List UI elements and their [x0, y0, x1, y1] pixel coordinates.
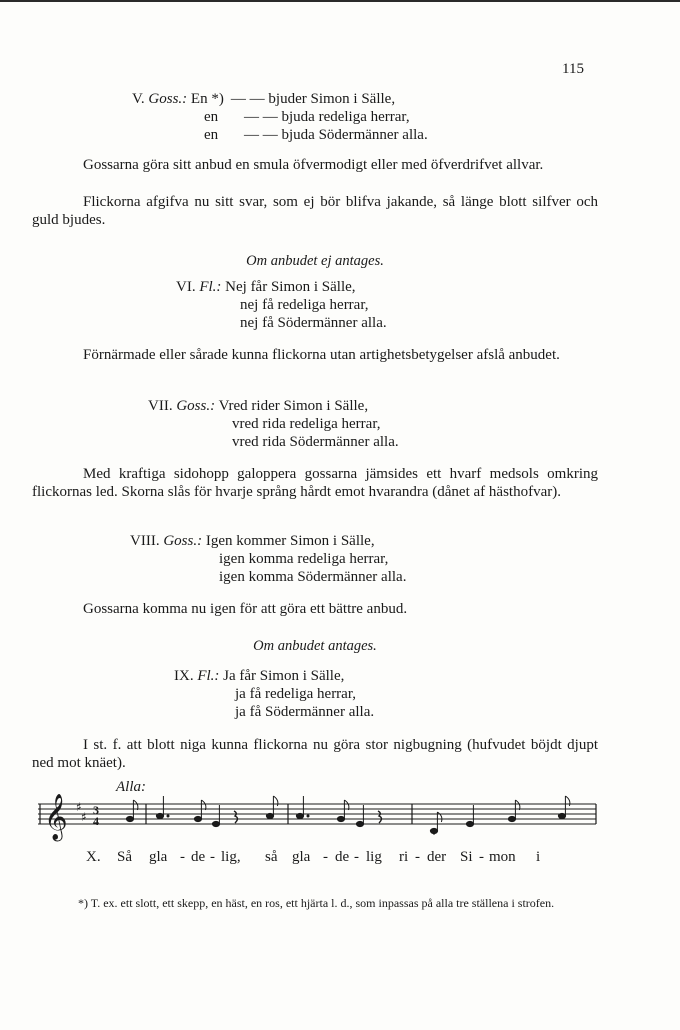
- music-staff: [38, 778, 598, 848]
- paragraph: I st. f. att blott niga kunna flickorna nu göra stor nigbugning (hufvudet böjdt djupt ned mot knäet).: [32, 737, 598, 771]
- paragraph: Gossarna göra sitt anbud en smula öfvermodigt eller med öfverdrifvet allvar.: [83, 157, 544, 173]
- verse-lead: en: [204, 109, 219, 125]
- verse-numeral: IX.: [174, 668, 194, 684]
- verse-lead: En *): [190, 91, 224, 107]
- verse-line: — — bjuder Simon i Sälle,: [230, 91, 396, 107]
- lyric-syllable: -: [479, 849, 484, 865]
- key-signature-sharp-icon: ♯: [81, 810, 87, 824]
- verse-line: igen komma redeliga herrar,: [219, 551, 389, 567]
- lyric-syllable: så: [265, 849, 278, 865]
- music-lyrics: [38, 848, 598, 868]
- lyric-syllable: Så: [117, 849, 132, 865]
- paragraph: Flickorna afgifva nu sitt svar, som ej bör blifva jakande, så länge blott silfver och guld bjudes.: [32, 194, 598, 228]
- verse-line: Ja får Simon i Sälle,: [223, 668, 345, 684]
- music-tempo-label: Alla:: [116, 779, 146, 795]
- lyric-syllable: i: [536, 849, 541, 865]
- key-signature-sharp-icon: ♯: [76, 800, 82, 814]
- verse-line: Igen kommer Simon i Sälle,: [205, 533, 375, 549]
- verse-line: ja få Södermänner alla.: [235, 704, 375, 720]
- verse-ix: [174, 667, 374, 721]
- verse-line: Vred rider Simon i Sälle,: [218, 398, 369, 414]
- lyric-syllable: -: [180, 849, 185, 865]
- verse-numeral: VII.: [148, 398, 173, 414]
- verse-vi: [176, 278, 387, 332]
- verse-line: ja få redeliga herrar,: [235, 686, 356, 702]
- verse-vii: [148, 397, 399, 451]
- verse-numeral: V.: [132, 91, 145, 107]
- verse-line: Nej får Simon i Sälle,: [225, 279, 356, 295]
- verse-line: — — bjuda Södermänner alla.: [244, 127, 428, 143]
- verse-speaker: Goss.:: [148, 91, 188, 107]
- time-signature-top: 3: [93, 803, 99, 817]
- lyric-syllable: -: [210, 849, 215, 865]
- verse-line: igen komma Södermänner alla.: [219, 569, 407, 585]
- lyric-syllable: gla: [292, 849, 311, 865]
- lyric-syllable: -: [415, 849, 420, 865]
- section-heading: Om anbudet ej antages.: [246, 253, 384, 269]
- time-signature-bottom: 4: [93, 814, 99, 828]
- lyric-syllable: de: [335, 849, 350, 865]
- footnote: *) T. ex. ett slott, ett skepp, en häst, en ros, ett hjärta l. d., som inpassas på alla tre ställena i strofen.: [78, 896, 555, 910]
- page-number: 115: [562, 61, 584, 77]
- verse-v: [132, 90, 428, 144]
- lyric-syllable: -: [354, 849, 359, 865]
- lyric-syllable: der: [427, 849, 447, 865]
- verse-speaker: Goss.:: [163, 533, 203, 549]
- paragraph: Gossarna komma nu igen för att göra ett bättre anbud.: [83, 601, 408, 617]
- verse-line: vred rida redeliga herrar,: [232, 416, 381, 432]
- verse-numeral: VIII.: [130, 533, 160, 549]
- verse-line: vred rida Södermänner alla.: [232, 434, 399, 450]
- lyric-syllable: lig,: [221, 849, 241, 865]
- lyric-syllable: ri: [399, 849, 409, 865]
- notes: [126, 796, 570, 834]
- lyric-syllable: mon: [489, 849, 516, 865]
- section-heading: Om anbudet antages.: [253, 638, 377, 654]
- lyric-syllable: Si: [460, 849, 473, 865]
- verse-line: — — bjuda redeliga herrar,: [244, 109, 410, 125]
- verse-speaker: Fl.:: [199, 279, 222, 295]
- top-edge-line: [0, 0, 680, 2]
- paragraph: Med kraftiga sidohopp galoppera gossarna jämsides ett hvarf medsols omkring flickornas led. Skorna slås för hvarje språng hårdt emot hvarandra (dånet af hästhofvar).: [32, 466, 598, 500]
- treble-clef-icon: 𝄞: [44, 794, 68, 840]
- verse-lead: en: [204, 127, 219, 143]
- lyric-syllable: -: [323, 849, 328, 865]
- music-staff-block: [38, 778, 598, 878]
- verse-line: nej få Södermänner alla.: [240, 315, 387, 331]
- verse-speaker: Fl.:: [197, 668, 220, 684]
- verse-line: nej få redeliga herrar,: [240, 297, 369, 313]
- lyric-syllable: X.: [86, 849, 101, 865]
- lyric-syllable: gla: [149, 849, 168, 865]
- verse-speaker: Goss.:: [176, 398, 216, 414]
- lyric-syllable: de: [191, 849, 206, 865]
- paragraph: Förnärmade eller sårade kunna flickorna utan artighetsbetygelser afslå anbudet.: [83, 347, 560, 363]
- verse-numeral: VI.: [176, 279, 196, 295]
- lyric-syllable: lig: [366, 849, 382, 865]
- verse-viii: [130, 532, 406, 586]
